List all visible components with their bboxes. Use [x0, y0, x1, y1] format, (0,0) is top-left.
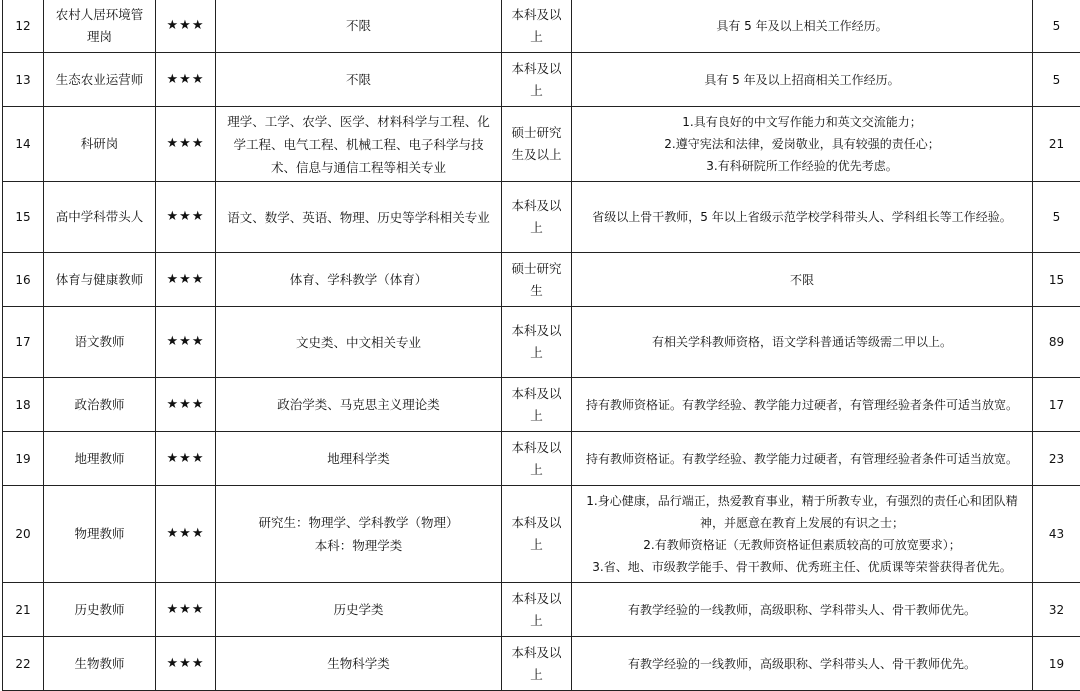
table-row: [3, 583, 1080, 637]
requirement-line: 3.省、地、市级教学能手、骨干教师、优秀班主任、优质课等荣誉获得者优先。: [592, 560, 1012, 574]
other-requirements: [572, 307, 1033, 378]
headcount: 5: [1033, 0, 1080, 53]
table-row: [3, 107, 1080, 182]
major-line: 体育、学科教学（体育）: [289, 272, 428, 287]
position-title: 物理教师: [44, 486, 156, 583]
major-line: 生物科学类: [327, 656, 390, 671]
row-number: 12: [3, 0, 44, 53]
major-line: 研究生：物理学、学科教学（物理）: [258, 515, 459, 530]
requirement-line: 3.有科研院所工作经验的优先考虑。: [706, 159, 898, 173]
major-line: 本科：物理学类: [314, 538, 403, 553]
major-requirement: [216, 432, 502, 486]
other-requirements: [572, 432, 1033, 486]
major-line: 文史类、中文相关专业: [295, 334, 421, 350]
requirement-line: 有教学经验的一线教师，高级职称、学科带头人、骨干教师优先。: [627, 602, 976, 617]
major-line: 不限: [345, 18, 371, 33]
table-row: [3, 253, 1080, 307]
education-requirement: 本科及以上: [502, 486, 572, 583]
other-requirements: [572, 486, 1033, 583]
requirement-line: 2.有教师资格证（无教师资格证但素质较高的可放宽要求）；: [643, 538, 961, 552]
headcount: 19: [1033, 637, 1080, 691]
table-row: [3, 0, 1080, 53]
position-title: 政治教师: [44, 378, 156, 432]
row-number: 17: [3, 307, 44, 378]
major-line: 历史学类: [333, 602, 384, 617]
other-requirements: [572, 253, 1033, 307]
level-stars: ★★★: [156, 253, 216, 307]
row-number: 19: [3, 432, 44, 486]
major-requirement: [216, 253, 502, 307]
major-requirement: [216, 107, 502, 182]
level-stars: ★★★: [156, 583, 216, 637]
education-requirement: 本科及以上: [502, 53, 572, 107]
level-stars: ★★★: [156, 307, 216, 378]
headcount: 21: [1033, 107, 1080, 182]
requirement-line: 省级以上骨干教师，5 年以上省级示范学校学科带头人、学科组长等工作经验。: [592, 210, 1012, 224]
major-line: 语文、数学、英语、物理、历史等学科相关专业: [227, 209, 490, 225]
requirement-line: 有相关学科教师资格，语文学科普通话等级需二甲以上。: [651, 335, 952, 349]
level-stars: ★★★: [156, 182, 216, 253]
major-requirement: [216, 583, 502, 637]
education-requirement: 本科及以上: [502, 378, 572, 432]
requirement-line: 1.具有良好的中文写作能力和英文交流能力；: [682, 115, 922, 129]
row-number: 21: [3, 583, 44, 637]
requirement-line: 1.身心健康，品行端正，热爱教育事业，精于所教专业，有强烈的责任心和团队精神，并愿意在教育上发展的有识之士；: [586, 494, 1018, 530]
education-requirement: 本科及以上: [502, 307, 572, 378]
headcount: 15: [1033, 253, 1080, 307]
other-requirements: [572, 378, 1033, 432]
major-requirement: [216, 378, 502, 432]
table-row: [3, 378, 1080, 432]
position-title: 地理教师: [44, 432, 156, 486]
requirement-line: 具有 5 年及以上相关工作经历。: [716, 18, 888, 33]
position-title: 农村人居环境管理岗: [44, 0, 156, 53]
education-requirement: 硕士研究生: [502, 253, 572, 307]
level-stars: ★★★: [156, 637, 216, 691]
requirement-line: 持有教师资格证。有教学经验、教学能力过硬者，有管理经验者条件可适当放宽。: [585, 397, 1018, 412]
other-requirements: [572, 637, 1033, 691]
level-stars: ★★★: [156, 107, 216, 182]
position-title: 体育与健康教师: [44, 253, 156, 307]
other-requirements: [572, 107, 1033, 182]
education-requirement: 本科及以上: [502, 0, 572, 53]
major-line: 不限: [345, 72, 371, 87]
table-row: [3, 486, 1080, 583]
table-row: [3, 182, 1080, 253]
major-requirement: [216, 0, 502, 53]
other-requirements: [572, 182, 1033, 253]
requirement-line: 持有教师资格证。有教学经验、教学能力过硬者，有管理经验者条件可适当放宽。: [585, 451, 1018, 466]
major-requirement: [216, 182, 502, 253]
requirement-line: 2.遵守宪法和法律，爱岗敬业，具有较强的责任心；: [664, 137, 940, 151]
level-stars: ★★★: [156, 0, 216, 53]
position-title: 生物教师: [44, 637, 156, 691]
table-row: [3, 637, 1080, 691]
requirement-line: 不限: [789, 272, 814, 287]
position-title: 生态农业运营师: [44, 53, 156, 107]
education-requirement: 本科及以上: [502, 182, 572, 253]
major-line: 理学、工学、农学、医学、材料科学与工程、化学工程、电气工程、机械工程、电子科学与技术、信息与通信工程等相关专业: [227, 113, 490, 175]
education-requirement: 本科及以上: [502, 432, 572, 486]
level-stars: ★★★: [156, 486, 216, 583]
headcount: 89: [1033, 307, 1080, 378]
major-requirement: [216, 637, 502, 691]
row-number: 22: [3, 637, 44, 691]
headcount: 32: [1033, 583, 1080, 637]
position-title: 高中学科带头人: [44, 182, 156, 253]
headcount: 43: [1033, 486, 1080, 583]
position-title: 科研岗: [44, 107, 156, 182]
headcount: 17: [1033, 378, 1080, 432]
headcount: 23: [1033, 432, 1080, 486]
row-number: 16: [3, 253, 44, 307]
position-title: 历史教师: [44, 583, 156, 637]
table-row: [3, 53, 1080, 107]
position-title: 语文教师: [44, 307, 156, 378]
table-row: [3, 432, 1080, 486]
other-requirements: [572, 53, 1033, 107]
headcount: 5: [1033, 53, 1080, 107]
major-line: 政治学类、马克思主义理论类: [277, 397, 440, 412]
table-body: [3, 0, 1080, 691]
other-requirements: [572, 0, 1033, 53]
table-row: [3, 307, 1080, 378]
major-requirement: [216, 307, 502, 378]
education-requirement: 本科及以上: [502, 583, 572, 637]
row-number: 15: [3, 182, 44, 253]
level-stars: ★★★: [156, 378, 216, 432]
row-number: 20: [3, 486, 44, 583]
education-requirement: 硕士研究生及以上: [502, 107, 572, 182]
row-number: 13: [3, 53, 44, 107]
row-number: 14: [3, 107, 44, 182]
major-line: 地理科学类: [327, 451, 390, 466]
headcount: 5: [1033, 182, 1080, 253]
education-requirement: 本科及以上: [502, 637, 572, 691]
row-number: 18: [3, 378, 44, 432]
other-requirements: [572, 583, 1033, 637]
major-requirement: [216, 53, 502, 107]
level-stars: ★★★: [156, 53, 216, 107]
requirement-line: 具有 5 年及以上招商相关工作经历。: [704, 72, 900, 87]
level-stars: ★★★: [156, 432, 216, 486]
requirement-line: 有教学经验的一线教师，高级职称、学科带头人、骨干教师优先。: [627, 656, 976, 671]
recruitment-table: [2, 0, 1080, 691]
major-requirement: [216, 486, 502, 583]
